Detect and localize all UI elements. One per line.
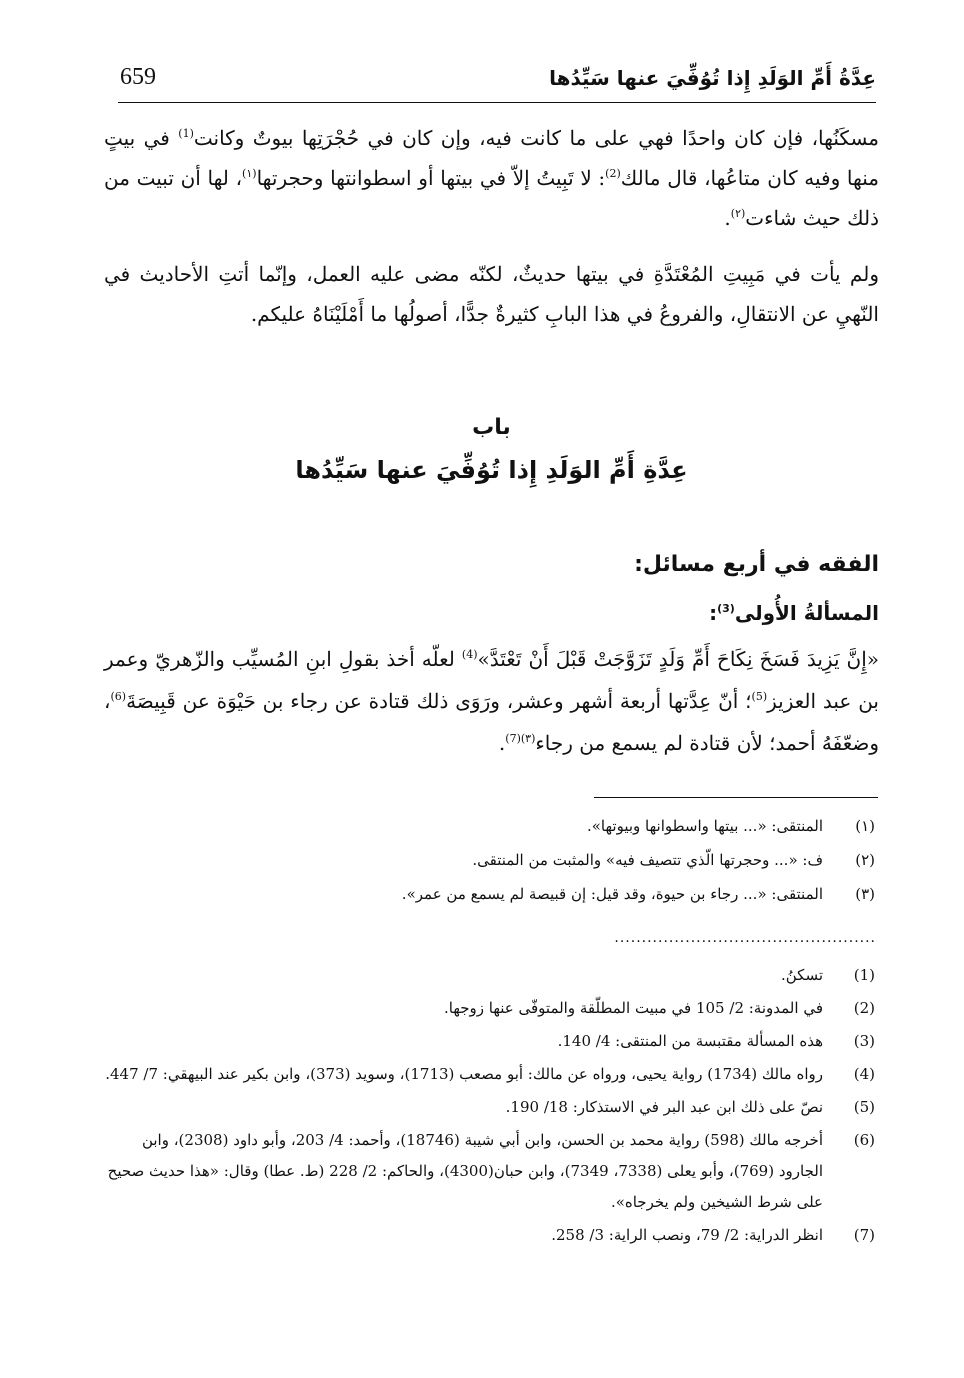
paragraph-1-text-d: ، لها أن تبيت من ذلك حيث شاءت <box>104 166 879 230</box>
page-number: 659 <box>120 64 156 90</box>
footnote-item <box>104 960 879 991</box>
issue-colon: : <box>709 601 718 625</box>
footnote-item <box>104 812 879 840</box>
footnote-number: (6) <box>853 1131 875 1149</box>
chapter-heading <box>104 408 879 492</box>
footnote-item <box>104 1125 879 1218</box>
page-header <box>118 62 876 103</box>
footnote-ref: (١) <box>242 167 257 180</box>
footnote-item <box>104 880 879 908</box>
footnote-ref: (5) <box>751 690 768 703</box>
footnote-ref: (6) <box>110 690 127 703</box>
editor-footnotes <box>104 812 879 914</box>
footnote-item <box>104 1092 879 1123</box>
footnote-text: المنتقى: «... بيتها واسطوانها وبيوتها». <box>586 817 823 835</box>
footnote-item <box>104 1059 879 1090</box>
paragraph-1-text-c: : لا تَبِيتُ إلاّ في بيتها أو اسطوانتها وحجرتها <box>256 166 606 190</box>
footnote-item <box>104 1026 879 1057</box>
body-text-d: ، وضعّفَهُ أحمد؛ لأن قتادة لم يسمع من رجاء <box>104 689 879 755</box>
footnote-number: (3) <box>853 1032 875 1050</box>
paragraph-1 <box>104 118 879 238</box>
body-paragraph <box>104 638 879 764</box>
footnote-text: أخرجه مالك (598) رواية محمد بن الحسن، وابن أبي شيبة (18746)، وأحمد: 4/ 203، وأبو داود (2308)، وابن الجارود (769)، وأبو يعلى (7338، 7349)، وابن حبان(4300)، والحاكم: 2/ 228 (ط. عطا) وقال: «هذا حديث صحيح على شرط الشيخين ولم يخرجاه». <box>107 1131 823 1211</box>
footnote-ref: (٢) <box>730 207 746 220</box>
body-text-c: ؛ أنّ عِدَّتها أربعة أشهر وعشر، ورَوَى ذلك قتادة عن رجاء بن حَيْوَة عن قَبِيصَةَ <box>126 689 752 713</box>
body-text <box>104 638 879 764</box>
footnote-text: في المدونة: 2/ 105 في مبيت المطلّقة والمتوفّى عنها زوجها. <box>443 999 823 1017</box>
section-heading: الفقه في أربع مسائل: <box>634 552 879 577</box>
dotted-separator: ................................................ <box>614 930 876 946</box>
footnote-number: (٢) <box>855 851 875 869</box>
paragraph-1-text-e: . <box>724 206 731 230</box>
paragraph-1-text-a: مسكَنُها، فإن كان واحدًا فهي على ما كانت فيه، وإن كان في حُجْرَتِها بيوتٌ وكانت <box>193 126 879 150</box>
footnote-text: هذه المسألة مقتبسة من المنتقى: 4/ 140. <box>557 1032 823 1050</box>
footnote-ref: (٣)(7) <box>505 732 536 745</box>
footnote-number: (1) <box>853 966 875 984</box>
body-text-e: . <box>498 731 506 755</box>
footnote-ref: (4) <box>461 648 478 661</box>
footnote-number: (١) <box>855 817 875 835</box>
footnote-text: تسكنُ. <box>780 966 823 984</box>
paragraph-2: ولم يأت في مَبِيتِ المُعْتَدَّةِ في بيتها حديثٌ، لكنّه مضى عليه العمل، وإنّما أتتِ الأحاديث في النّهيِ عن الانتقالِ، والفروعُ في هذا البابِ كثيرةٌ جدًّا، أصولُها ما أَمْلَيْنَاهُ عليكم. <box>104 262 879 326</box>
main-text <box>104 118 879 334</box>
footnote-text: انظر الدراية: 2/ 79، ونصب الراية: 3/ 258. <box>551 1226 823 1244</box>
body-text-b: لعلّه أخذ بقولِ ابنِ المُسيِّب والزّهريّ وعمر بن عبد العزيز <box>104 647 879 713</box>
chapter-title: عِدَّةِ أَمِّ الوَلَدِ إِذا تُوُفِّيَ عنها سَيِّدُها <box>295 456 688 484</box>
issue-label: المسألةُ الأُولى <box>734 601 879 625</box>
chapter-label: باب <box>472 415 511 440</box>
paragraph-1-text-b: في بيتٍ منها وفيه كان متاعُها، قال مالك <box>104 126 879 190</box>
footnote-item <box>104 846 879 874</box>
running-title: عِدَّةُ أَمِّ الوَلَدِ إِذا تُوُفِّيَ عنها سَيِّدُها <box>549 66 876 90</box>
source-footnotes <box>104 960 879 1253</box>
footnote-ref: (2) <box>605 167 621 180</box>
footnote-number: (٣) <box>855 885 875 903</box>
body-text-a: «إِنَّ يَزِيدَ فَسَخَ نِكَاحَ أَمِّ وَلَدٍ تَزَوَّجَتْ قَبْلَ أَنْ تَعْتَدَّ» <box>477 647 879 671</box>
footnote-ref: (3) <box>717 602 735 615</box>
footnote-text: المنتقى: «... رجاء بن حيوة، وقد قيل: إن قبيصة لم يسمع من عمر». <box>401 885 823 903</box>
footnote-divider <box>594 797 878 798</box>
issue-heading <box>104 593 879 633</box>
footnote-item <box>104 993 879 1024</box>
footnote-text: رواه مالك (1734) رواية يحيى، ورواه عن مالك: أبو مصعب (1713)، وسويد (373)، وابن بكير عند البيهقي: 7/ 447. <box>105 1065 823 1083</box>
footnote-number: (5) <box>853 1098 875 1116</box>
footnote-text: ف: «... وحجرتها الّذي تتصيف فيه» والمثبت من المنتقى. <box>472 851 823 869</box>
footnote-item <box>104 1220 879 1251</box>
footnote-number: (4) <box>853 1065 875 1083</box>
footnote-text: نصّ على ذلك ابن عبد البر في الاستذكار: 18/ 190. <box>505 1098 823 1116</box>
footnote-number: (7) <box>853 1226 875 1244</box>
footnote-ref: (1) <box>178 127 194 140</box>
footnote-number: (2) <box>853 999 875 1017</box>
